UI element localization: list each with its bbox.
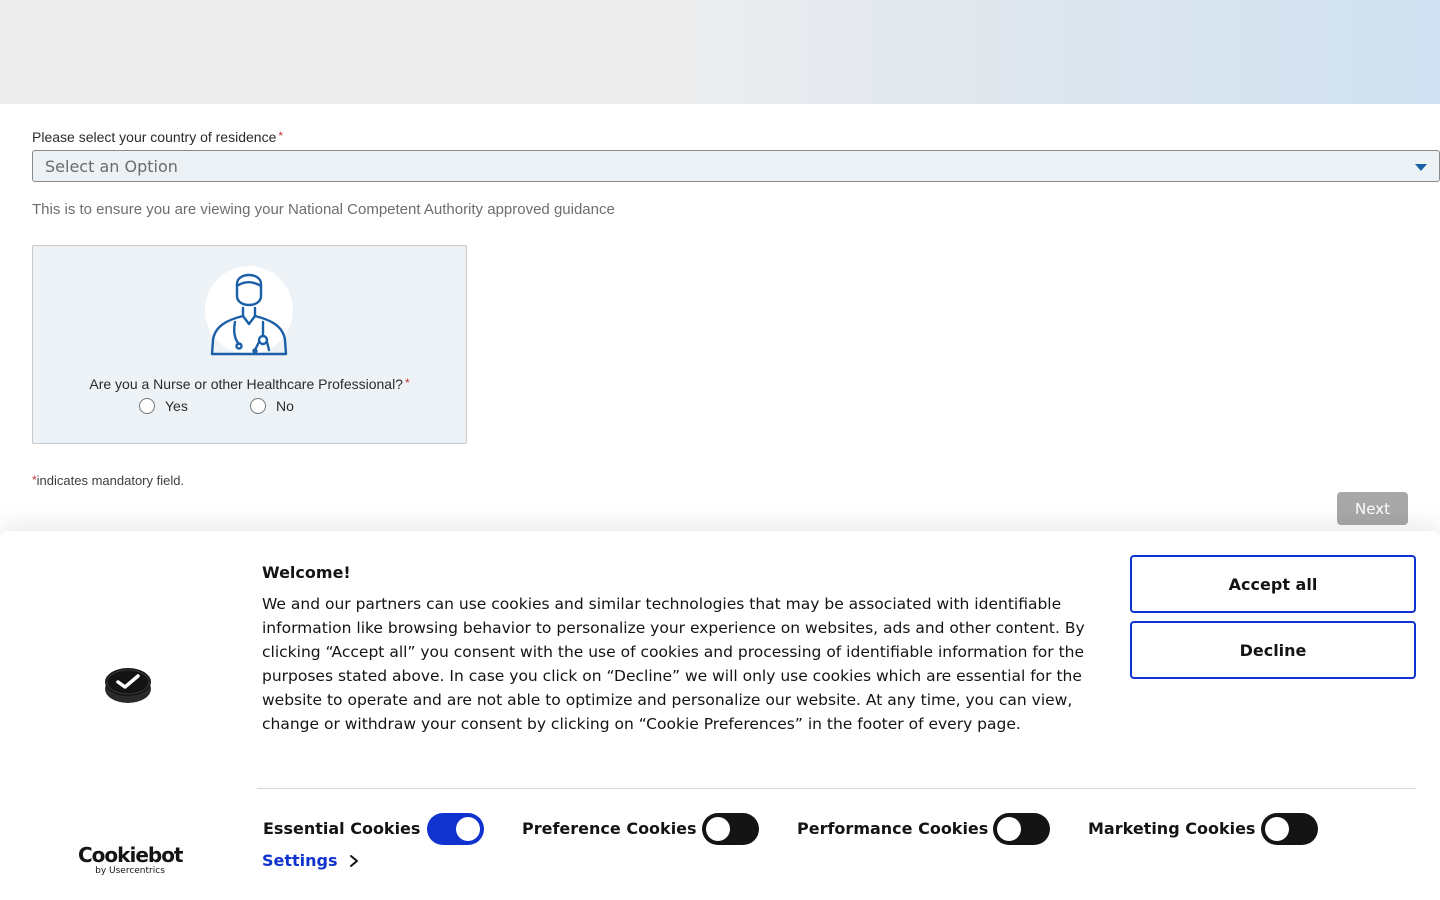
required-asterisk: * <box>404 376 410 390</box>
preference-cookies-toggle[interactable] <box>702 813 759 845</box>
country-select-value: Select an Option <box>45 157 178 176</box>
country-select[interactable] <box>32 150 1440 182</box>
radio-no-label: No <box>276 398 294 414</box>
hcp-question-card <box>32 245 467 444</box>
performance-cookies-toggle[interactable] <box>993 813 1050 845</box>
preference-cookies-label: Preference Cookies <box>522 819 697 838</box>
essential-cookies-toggle[interactable] <box>427 813 484 845</box>
cookiebot-brand <box>78 845 182 876</box>
next-button[interactable]: Next <box>1337 492 1408 525</box>
radio-yes[interactable] <box>139 398 188 414</box>
radio-no-circle[interactable] <box>250 398 266 414</box>
required-asterisk: * <box>278 129 284 143</box>
cookiebot-logo-icon <box>104 665 152 710</box>
chevron-right-icon[interactable] <box>347 854 361 873</box>
header-banner <box>0 0 1440 104</box>
radio-yes-circle[interactable] <box>139 398 155 414</box>
accept-all-button[interactable]: Accept all <box>1130 555 1416 613</box>
nurse-avatar-icon <box>205 266 293 358</box>
cookie-banner-title: Welcome! <box>262 563 351 582</box>
mandatory-note <box>32 473 184 488</box>
settings-link[interactable]: Settings <box>262 851 338 870</box>
essential-cookies-label: Essential Cookies <box>263 819 421 838</box>
country-field-label <box>32 129 283 145</box>
cookie-banner-body: We and our partners can use cookies and similar technologies that may be associated with identifiable information like browsing behavior to personalize your experience on websites, ads and other content. By clicking “Accept all” you consent with the use of cookies and processing of identifiable information for the purposes stated above. In case you click on “Decline” we will only use cookies which are essential for the website to operate and are not able to optimize and personalize our website. At any time, you can view, change or withdraw your consent by clicking on “Cookie Preferences” in the footer of every page. <box>262 595 1085 733</box>
cookiebot-brand-sub: by Usercentrics <box>95 866 165 876</box>
radio-no[interactable] <box>250 398 294 414</box>
hcp-question-text: Are you a Nurse or other Healthcare Professional? <box>89 376 403 392</box>
country-label-text: Please select your country of residence <box>32 129 277 145</box>
cookie-consent-banner <box>0 531 1440 900</box>
marketing-cookies-label: Marketing Cookies <box>1088 819 1256 838</box>
performance-cookies-label: Performance Cookies <box>797 819 989 838</box>
country-help-text: This is to ensure you are viewing your National Competent Authority approved guidance <box>32 201 615 218</box>
marketing-cookies-toggle[interactable] <box>1261 813 1318 845</box>
required-asterisk: * <box>32 473 37 487</box>
mandatory-note-text: indicates mandatory field. <box>36 473 185 488</box>
radio-yes-label: Yes <box>165 398 188 414</box>
hcp-question <box>33 376 466 392</box>
divider <box>257 788 1416 789</box>
decline-button[interactable]: Decline <box>1130 621 1416 679</box>
chevron-down-icon <box>1415 164 1427 171</box>
cookie-toggle-row <box>0 813 1440 845</box>
cookiebot-brand-name: Cookiebot <box>78 843 183 867</box>
